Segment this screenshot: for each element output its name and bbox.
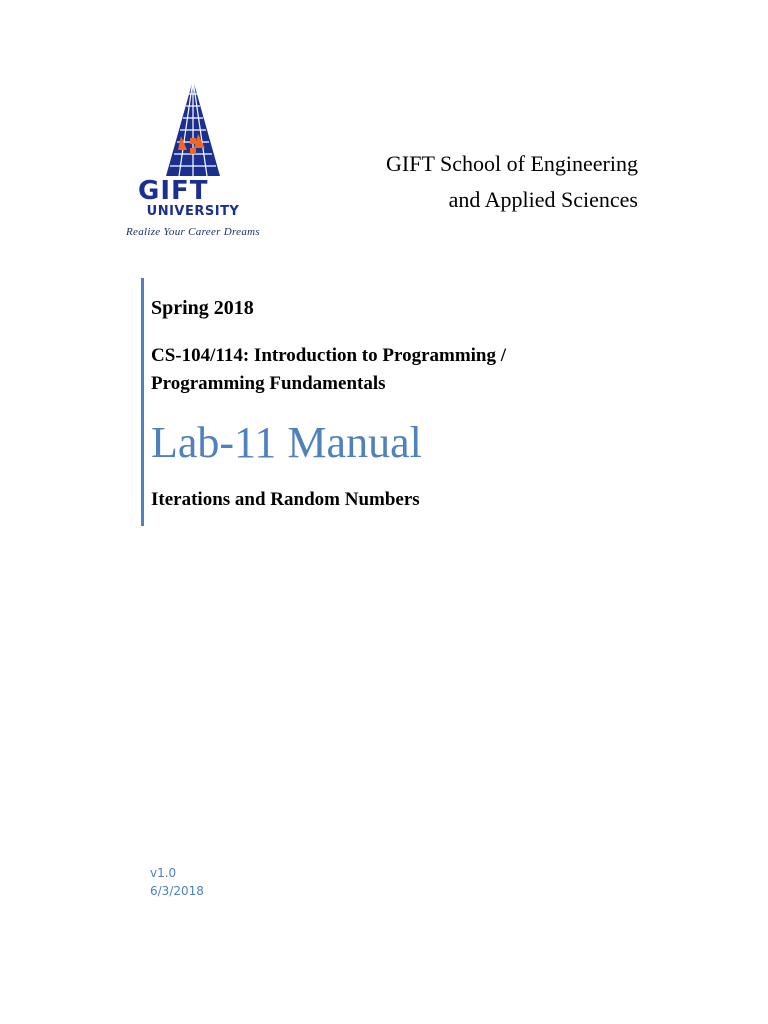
school-name-line2: and Applied Sciences [448, 187, 638, 212]
logo-tagline: Realize Your Career Dreams [126, 226, 260, 238]
course-title-line1: CS-104/114: Introduction to Programming / [151, 345, 507, 366]
lab-subtitle: Iterations and Random Numbers [151, 489, 420, 510]
logo-wordmark: GIFT [138, 176, 209, 206]
course-title [151, 342, 631, 398]
logo-university-text: UNIVERSITY [146, 204, 240, 219]
semester-heading: Spring 2018 [151, 297, 254, 319]
course-title-line2: Programming Fundamentals [151, 373, 386, 394]
version-label: v1.0 [150, 866, 177, 880]
accent-bar [141, 278, 144, 526]
lab-title: Lab-11 Manual [151, 418, 422, 467]
school-name-line1: GIFT School of Engineering [386, 151, 638, 176]
date-label: 6/3/2018 [150, 884, 204, 898]
document-meta [150, 864, 204, 900]
tower-emblem-icon [108, 78, 278, 178]
school-name [386, 146, 638, 218]
gift-university-logo [108, 78, 278, 246]
